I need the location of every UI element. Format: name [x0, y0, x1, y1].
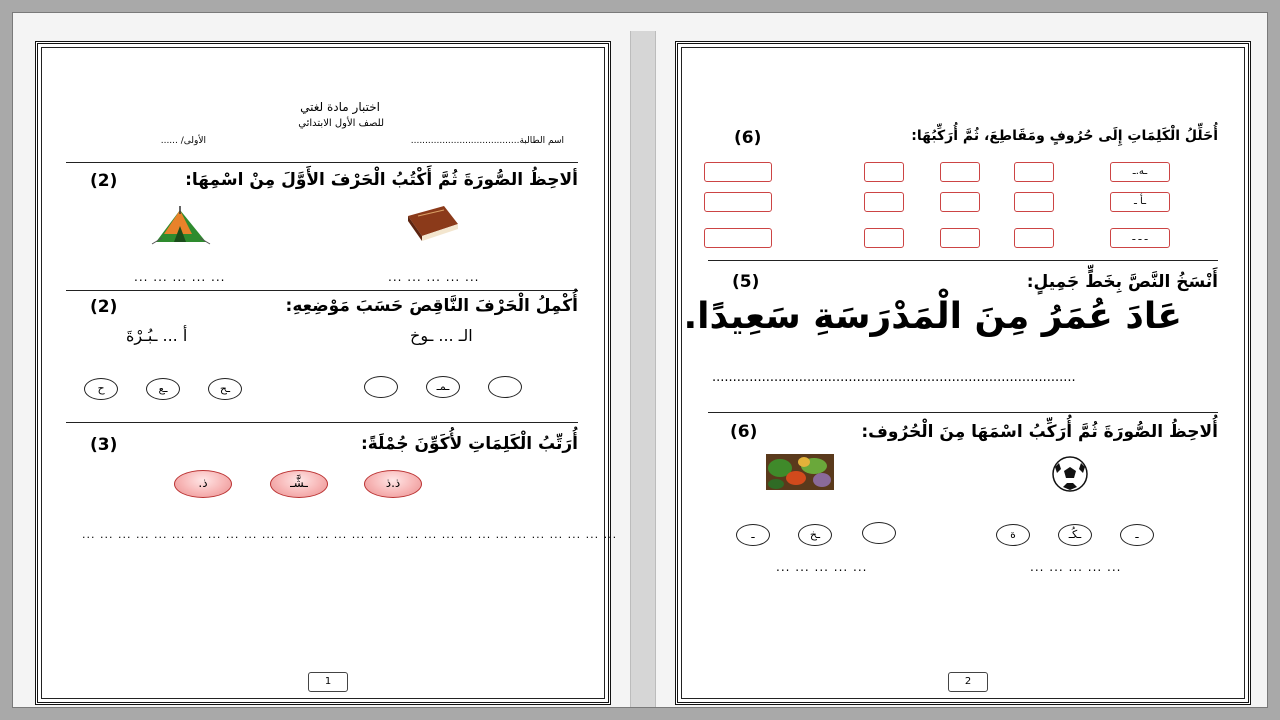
answer-dots-ball[interactable]: ... ... ... ... ... — [1030, 560, 1122, 574]
letter-choice-circle[interactable]: ـ — [736, 524, 770, 546]
answer-dots-vegetables[interactable]: ... ... ... ... ... — [776, 560, 868, 574]
syllable-box[interactable] — [940, 162, 980, 182]
word-card[interactable]: ذ.ذ — [364, 470, 422, 498]
page-1 — [35, 41, 618, 705]
divider — [66, 290, 578, 291]
syllable-box[interactable] — [864, 228, 904, 248]
question-1-score: (2) — [90, 171, 118, 191]
student-name-field: اسم الطالبة...................................... — [410, 136, 564, 146]
divider — [66, 422, 578, 423]
question-5-score: (5) — [732, 272, 760, 292]
assembled-word-box[interactable] — [704, 192, 772, 212]
exam-grade: للصف الأول الابتدائي — [298, 118, 384, 129]
question-3-title: أُرَتِّبُ الْكَلِمَاتِ لأُكَوِّنَ جُمْلَةً: — [360, 434, 578, 454]
word-box: ـه.ـ — [1110, 162, 1170, 182]
letter-choice-circle[interactable]: ـع — [146, 378, 180, 400]
copy-answer-dots[interactable]: ........................................................................................ — [712, 370, 1076, 385]
syllable-box[interactable] — [1014, 192, 1054, 212]
letter-choice-circle[interactable]: ـكُـ — [1058, 524, 1092, 546]
missing-letter-word-1: الـ ... ـوخ — [410, 326, 473, 345]
ball-image — [1046, 454, 1094, 494]
letter-choice-circle[interactable]: ة — [996, 524, 1030, 546]
class-field: الأولى/ ...... — [160, 136, 206, 146]
question-4-title: أُحَلِّلُ الْكَلِمَاتِ إِلَى حُرُوفٍ ومَقَاطِعَ، ثُمَّ أُرَكِّبُهَا: — [911, 128, 1218, 144]
question-6-score: (6) — [730, 422, 758, 442]
letter-choice-circle[interactable] — [364, 376, 398, 398]
letter-choice-circle[interactable]: ح — [84, 378, 118, 400]
syllable-box[interactable] — [864, 192, 904, 212]
tent-image — [150, 204, 214, 246]
assembled-word-box[interactable] — [704, 228, 772, 248]
syllable-box[interactable] — [864, 162, 904, 182]
page-2 — [675, 41, 1251, 705]
letter-choice-circle[interactable]: ـ — [1120, 524, 1154, 546]
question-2-score: (2) — [90, 297, 118, 317]
book-image — [404, 202, 460, 242]
syllable-box[interactable] — [940, 228, 980, 248]
page-number: 2 — [948, 672, 988, 692]
sentence-answer-dots[interactable]: ... ... ... ... ... ... ... ... ... ... ... ... ... ... ... ... ... ... ... ... ... ... ... ... ... ... ... ... ... ... — [82, 528, 618, 541]
question-1-title: ألاحِظُ الصُّورَةَ ثُمَّ أَكْتُبُ الْحَرْفَ الأَوَّلَ مِنْ اسْمِهَا: — [185, 170, 578, 190]
question-6-title: أُلاحِظُ الصُّورَةَ ثُمَّ أُرَكِّبُ اسْمَهَا مِنَ الْحُرُوف: — [861, 422, 1218, 442]
letter-choice-circle[interactable]: ـخ — [798, 524, 832, 546]
copy-text-sentence: عَادَ عُمَرُ مِنَ الْمَدْرَسَةِ سَعِيدًا. — [683, 296, 1182, 337]
letter-choice-circle[interactable]: ـمـ — [426, 376, 460, 398]
syllable-box[interactable] — [1014, 228, 1054, 248]
word-card[interactable]: ـشَّـ — [270, 470, 328, 498]
letter-choice-circle[interactable] — [488, 376, 522, 398]
document-viewer — [12, 12, 1268, 708]
word-box: ـ ـ ـ — [1110, 228, 1170, 248]
vegetables-image — [766, 454, 834, 490]
assembled-word-box[interactable] — [704, 162, 772, 182]
syllable-box[interactable] — [940, 192, 980, 212]
page-number: 1 — [308, 672, 348, 692]
exam-title: اختبار مادة لغتي — [300, 100, 380, 114]
word-card[interactable]: ذ. — [174, 470, 232, 498]
answer-dots-book[interactable]: ... ... ... ... ... — [388, 270, 480, 284]
letter-choice-circle[interactable]: ـح — [208, 378, 242, 400]
divider — [708, 260, 1218, 261]
question-4-score: (6) — [734, 128, 762, 148]
divider — [708, 412, 1218, 413]
answer-dots-tent[interactable]: ... ... ... ... ... — [134, 270, 226, 284]
word-box: ـأ ـ — [1110, 192, 1170, 212]
syllable-box[interactable] — [1014, 162, 1054, 182]
question-3-score: (3) — [90, 435, 118, 455]
question-5-title: أَنْسَخُ النَّصَّ بِخَطٍّ جَمِيلٍ: — [1026, 272, 1218, 292]
page-gutter — [630, 31, 656, 707]
divider — [66, 162, 578, 163]
letter-choice-circle[interactable] — [862, 522, 896, 544]
question-2-title: أُكْمِلُ الْحَرْفَ النَّاقِصَ حَسَبَ مَوْضِعِهِ: — [285, 296, 578, 316]
missing-letter-word-2: أ ... ـبُـرْةَ — [126, 326, 188, 345]
